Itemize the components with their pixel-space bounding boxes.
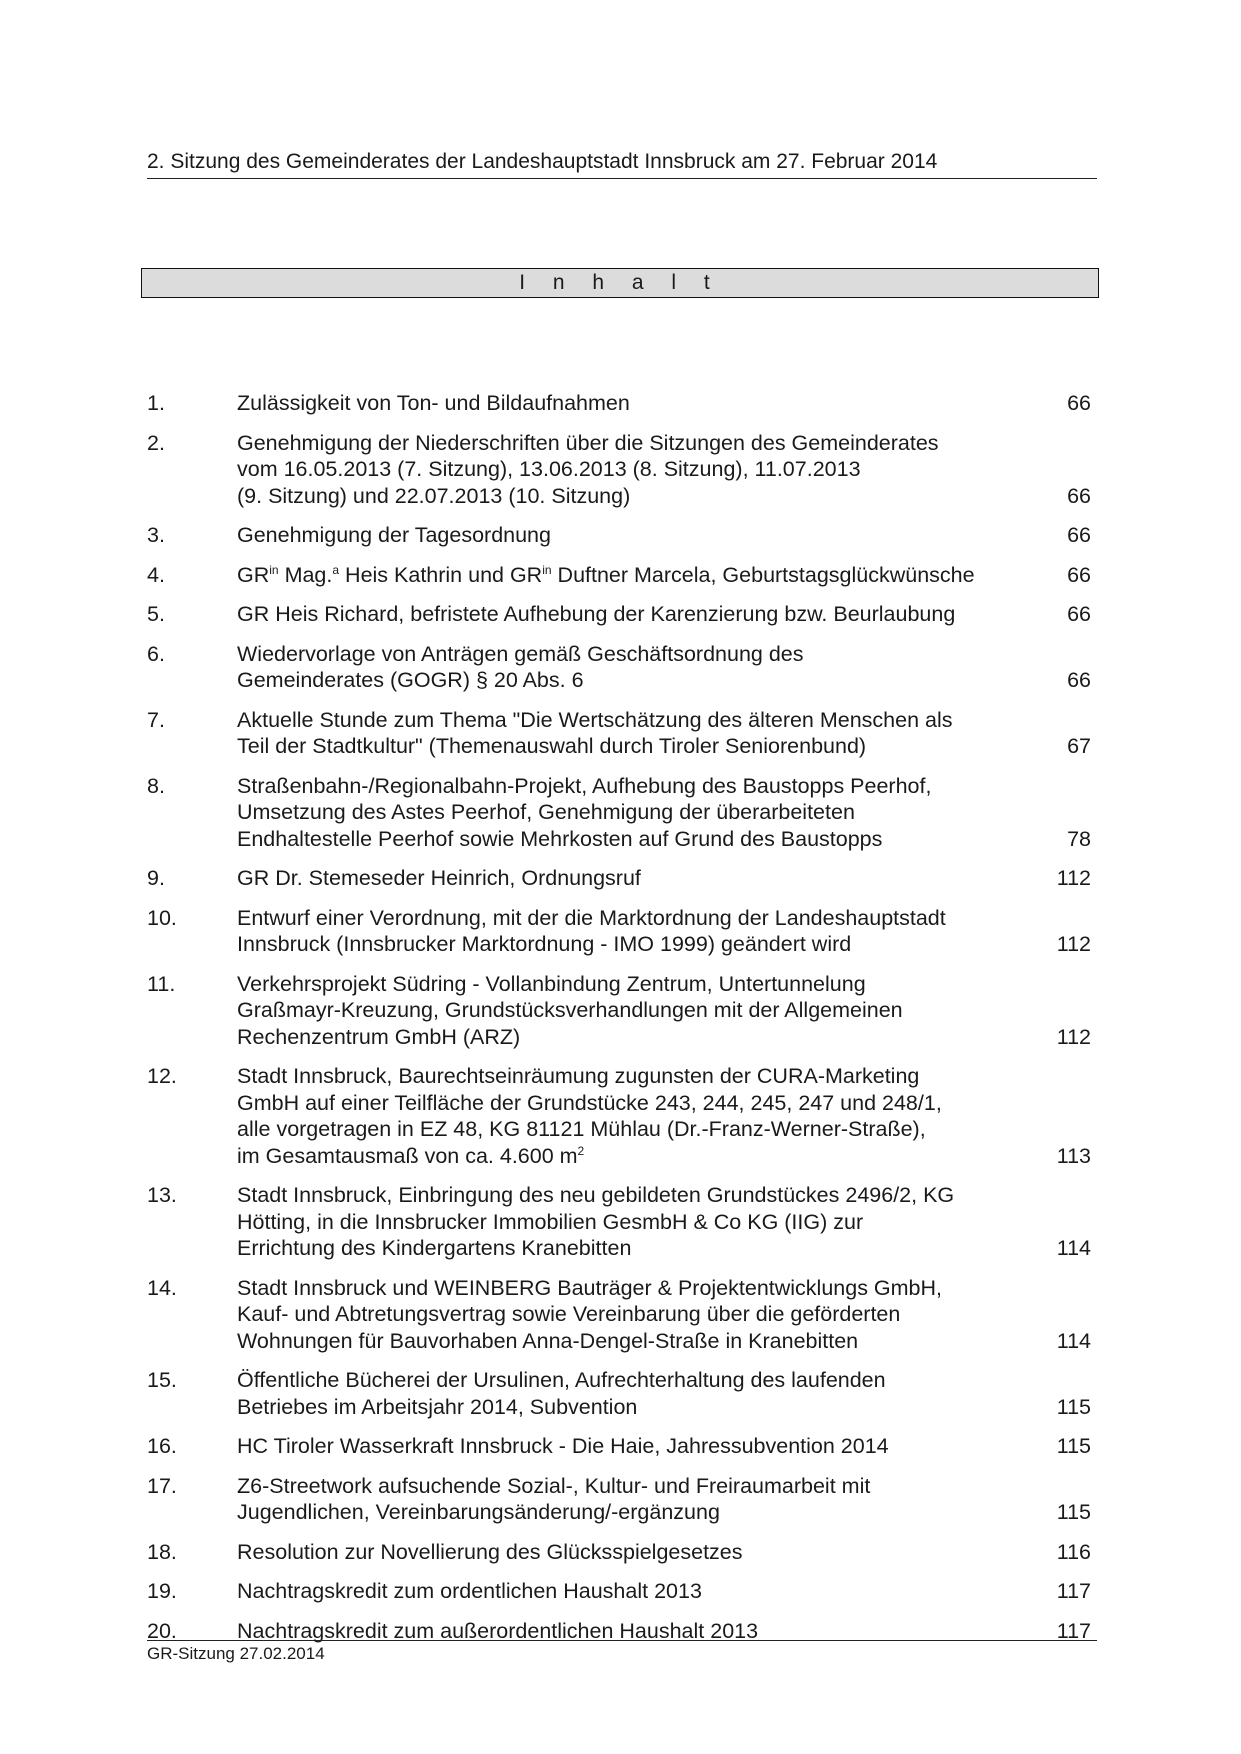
toc-text: Mag. (278, 562, 333, 587)
toc-number: 14. (147, 1275, 177, 1300)
toc-page: 66 (1067, 483, 1091, 508)
toc-title-line: Wiedervorlage von Anträgen gemäß Geschäftsordnung des (237, 641, 804, 666)
page-header (147, 150, 1097, 179)
toc-number: 9. (147, 866, 165, 890)
toc-number: 8. (147, 773, 165, 798)
toc-title-line: Entwurf einer Verordnung, mit der die Marktordnung der Landeshauptstadt (237, 905, 946, 930)
toc-page: 66 (1067, 668, 1091, 692)
toc-title (237, 1578, 1031, 1605)
toc-title (237, 1473, 1031, 1526)
toc-number: 2. (147, 430, 165, 455)
toc-title (237, 865, 1031, 892)
toc-page: 66 (1067, 523, 1091, 547)
toc-title-line: Öffentliche Bücherei der Ursulinen, Aufrechterhaltung des laufenden (237, 1368, 886, 1392)
toc-title (237, 1182, 1031, 1262)
toc-entry-12[interactable] (147, 1063, 1091, 1169)
toc-number: 5. (147, 602, 165, 626)
toc-title-line: Kauf- und Abtretungsvertrag sowie Vereinbarung über die geförderten (237, 1302, 901, 1326)
toc-entry-11[interactable] (147, 971, 1091, 1051)
header-title: 2. Sitzung des Gemeinderates der Landeshauptstadt Innsbruck am 27. Februar 2014 (147, 150, 938, 173)
toc-page: 115 (1056, 1394, 1091, 1419)
toc-entry-19[interactable] (147, 1578, 1091, 1605)
toc-title-line: Aktuelle Stunde zum Thema "Die Wertschätzung des älteren Menschen als (237, 707, 953, 732)
toc-title-line: Zulässigkeit von Ton- und Bildaufnahmen (237, 391, 630, 415)
toc-page: 115 (1056, 1434, 1091, 1458)
toc-page: 113 (1056, 1143, 1091, 1168)
toc-title-line: Innsbruck (Innsbrucker Marktordnung - IMO 1999) geändert wird (237, 932, 852, 956)
toc-entry-17[interactable] (147, 1473, 1091, 1526)
toc-entry-8[interactable] (147, 773, 1091, 853)
toc-page: 66 (1067, 562, 1091, 587)
toc-number: 4. (147, 562, 165, 587)
toc-page: 78 (1067, 826, 1091, 851)
toc-title-line: (9. Sitzung) und 22.07.2013 (10. Sitzung) (237, 483, 631, 508)
toc-number: 10. (147, 905, 177, 930)
toc-title-line: Graßmayr-Kreuzung, Grundstücksverhandlungen mit der Allgemeinen (237, 998, 903, 1022)
toc-page: 115 (1056, 1500, 1091, 1524)
toc-page: 117 (1056, 1618, 1091, 1643)
toc-title (237, 601, 1031, 628)
toc-title-line: Genehmigung der Tagesordnung (237, 523, 551, 547)
toc-page: 114 (1056, 1328, 1091, 1353)
toc-title-line: HC Tiroler Wasserkraft Innsbruck - Die Haie, Jahressubvention 2014 (237, 1434, 889, 1458)
toc-title (237, 1433, 1031, 1460)
toc-sup: a (332, 562, 340, 577)
toc-title-line: Teil der Stadtkultur" (Themenauswahl durch Tiroler Seniorenbund) (237, 734, 867, 758)
toc-page: 112 (1056, 932, 1091, 956)
toc-title-line: Hötting, in die Innsbrucker Immobilien GesmbH & Co KG (IIG) zur (237, 1209, 864, 1234)
toc-title (237, 1539, 1031, 1566)
toc-title (237, 707, 1031, 760)
toc-title-line (237, 562, 1011, 589)
toc-title-line: Endhaltestelle Peerhof sowie Mehrkosten auf Grund des Baustopps (237, 826, 883, 851)
toc-entry-14[interactable] (147, 1275, 1091, 1355)
toc-page: 117 (1056, 1579, 1091, 1603)
toc-text: Heis Kathrin und GR (339, 562, 543, 587)
toc-title-line: Z6-Streetwork aufsuchende Sozial-, Kultur- und Freiraumarbeit mit (237, 1473, 871, 1498)
toc-title-line: Umsetzung des Astes Peerhof, Genehmigung der überarbeiteten (237, 800, 855, 824)
toc-entry-4[interactable] (147, 562, 1091, 589)
toc-entry-18[interactable] (147, 1539, 1091, 1566)
toc-title (237, 773, 1031, 853)
toc-title-line: GmbH auf einer Teilfläche der Grundstücke 243, 244, 245, 247 und 248/1, (237, 1090, 942, 1115)
footer-text: GR-Sitzung 27.02.2014 (147, 1644, 325, 1663)
toc-title-line: Stadt Innsbruck und WEINBERG Bauträger & Projektentwicklungs GmbH, (237, 1275, 943, 1300)
toc-title-line: Wohnungen für Bauvorhaben Anna-Dengel-Straße in Kranebitten (237, 1328, 859, 1353)
toc-sup: 2 (577, 1143, 585, 1158)
toc-title-line: Gemeinderates (GOGR) § 20 Abs. 6 (237, 668, 584, 692)
toc-title-line: Errichtung des Kindergartens Kranebitten (237, 1236, 632, 1260)
toc-title (237, 522, 1031, 549)
toc-text: im Gesamtausmaß von ca. 4.600 m (237, 1143, 578, 1168)
toc-entry-13[interactable] (147, 1182, 1091, 1262)
toc-title-line: Rechenzentrum GmbH (ARZ) (237, 1024, 521, 1049)
toc-title-line: Genehmigung der Niederschriften über die Sitzungen des Gemeinderates (237, 430, 939, 455)
section-title: I n h a l t (519, 271, 721, 294)
toc-title-line: Stadt Innsbruck, Einbringung des neu gebildeten Grundstückes 2496/2, KG (237, 1183, 955, 1207)
toc-entry-15[interactable] (147, 1367, 1091, 1420)
toc-title (237, 1367, 1031, 1420)
toc-title-line: Nachtragskredit zum außerordentlichen Haushalt 2013 (237, 1618, 759, 1643)
toc-page: 66 (1067, 602, 1091, 626)
toc-title (237, 430, 1031, 510)
toc-title-line: Stadt Innsbruck, Baurechtseinräumung zugunsten der CURA-Marketing (237, 1064, 920, 1088)
toc-text: GR (237, 562, 270, 587)
toc-title-line: alle vorgetragen in EZ 48, KG 81121 Mühlau (Dr.-Franz-Werner-Straße), (237, 1117, 926, 1141)
toc-page: 116 (1056, 1539, 1091, 1564)
toc-title-line: GR Heis Richard, befristete Aufhebung der Karenzierung bzw. Beurlaubung (237, 602, 956, 626)
toc-entry-16[interactable] (147, 1433, 1091, 1460)
toc-number: 17. (147, 1473, 177, 1498)
toc-title-line: vom 16.05.2013 (7. Sitzung), 13.06.2013 (8. Sitzung), 11.07.2013 (237, 457, 861, 481)
toc-title-line: Nachtragskredit zum ordentlichen Haushalt 2013 (237, 1579, 702, 1603)
toc-number: 7. (147, 707, 165, 732)
toc-entry-3[interactable] (147, 522, 1091, 549)
toc-title (237, 390, 1031, 417)
toc-number: 13. (147, 1183, 177, 1207)
toc-entry-7[interactable] (147, 707, 1091, 760)
toc-entry-1[interactable] (147, 390, 1091, 417)
toc-entry-6[interactable] (147, 641, 1091, 694)
toc-page: 66 (1067, 391, 1091, 415)
toc-title-line: Betriebes im Arbeitsjahr 2014, Subvention (237, 1394, 638, 1419)
toc-title-line: Jugendlichen, Vereinbarungsänderung/-ergänzung (237, 1500, 720, 1524)
toc-number: 20. (147, 1618, 177, 1643)
toc-title (237, 1275, 1031, 1355)
toc-title (237, 905, 1031, 958)
toc-number: 6. (147, 641, 165, 666)
toc-page: 112 (1056, 1024, 1091, 1049)
toc-number: 3. (147, 523, 165, 547)
toc-page: 114 (1056, 1236, 1091, 1260)
table-of-contents (147, 390, 1091, 1657)
toc-page: 112 (1056, 866, 1091, 890)
toc-entry-2[interactable] (147, 430, 1091, 510)
toc-title-line: GR Dr. Stemeseder Heinrich, Ordnungsruf (237, 866, 641, 890)
toc-title (237, 641, 1031, 694)
toc-page: 67 (1067, 734, 1091, 758)
toc-number: 19. (147, 1579, 177, 1603)
toc-title-line: Straßenbahn-/Regionalbahn-Projekt, Aufhebung des Baustopps Peerhof, (237, 773, 932, 798)
toc-text: Duftner Marcela, Geburtstagsglückwünsche (551, 562, 975, 587)
toc-number: 1. (147, 391, 165, 415)
toc-title (237, 971, 1031, 1051)
toc-sup: in (542, 562, 552, 577)
toc-title-line: Verkehrsprojekt Südring - Vollanbindung Zentrum, Untertunnelung (237, 971, 866, 996)
toc-number: 18. (147, 1539, 177, 1564)
toc-number: 16. (147, 1434, 177, 1458)
toc-entry-5[interactable] (147, 601, 1091, 628)
toc-title-line (237, 1143, 1011, 1170)
toc-number: 12. (147, 1064, 177, 1088)
section-title-box (141, 268, 1099, 298)
toc-sup: in (269, 562, 279, 577)
toc-title (237, 1063, 1031, 1169)
toc-entry-10[interactable] (147, 905, 1091, 958)
toc-number: 15. (147, 1368, 177, 1392)
page-footer (147, 1640, 1097, 1664)
toc-number: 11. (147, 971, 176, 996)
toc-title-line: Resolution zur Novellierung des Glücksspielgesetzes (237, 1539, 743, 1564)
toc-title (237, 562, 1031, 589)
toc-entry-9[interactable] (147, 865, 1091, 892)
